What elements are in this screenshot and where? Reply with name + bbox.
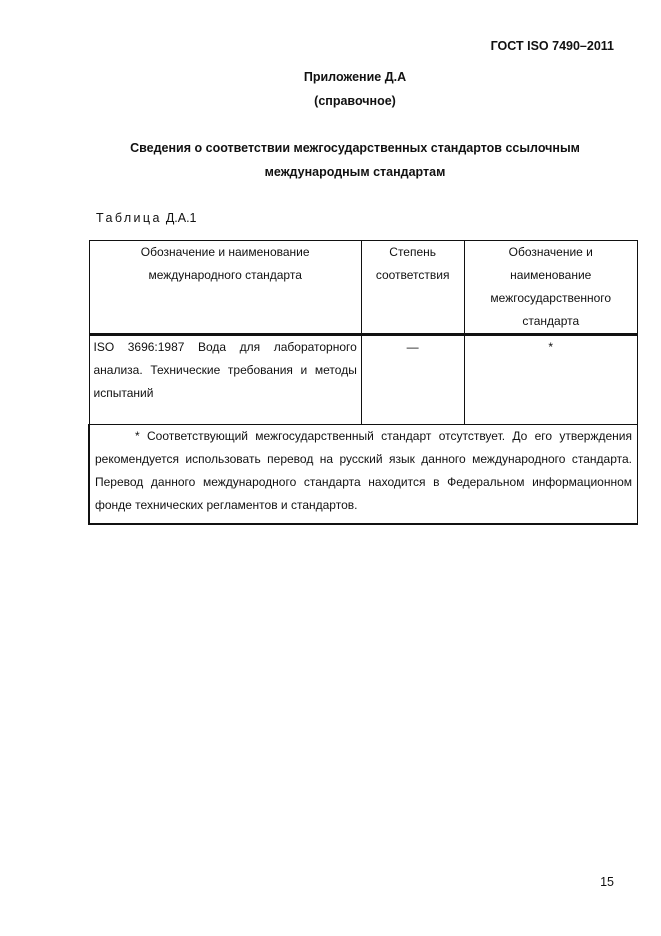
header-international-standard-text: Обозначение и наименование международного стандарта (140, 245, 310, 282)
header-interstate-standard-text: Обозначение и наименование межгосударственного стандарта (490, 245, 612, 328)
annex-title: Приложение Д.А (303, 70, 407, 84)
annex-type: (справочное) (314, 94, 396, 108)
table-row (89, 335, 638, 425)
cell-interstate-standard: * (464, 335, 637, 425)
table-footnote-row (89, 425, 638, 525)
header-interstate-standard (464, 241, 637, 335)
table-header-row (89, 241, 638, 335)
annex-heading: Сведения о соответствии межгосударственных стандартов ссылочным международным стандартам (130, 141, 580, 179)
table-label-number: Д.А.1 (165, 211, 197, 225)
cell-degree: — (361, 335, 464, 425)
header-international-standard (89, 241, 361, 335)
table-footnote: * Соответствующий межгосударственный стандарт отсутствует. До его утверждения рекомендуется использовать перевод на русский язык данного международного стандарта. Перевод данного международного стандарта находится в Федеральном информационном фонде технических регламентов и стандартов. (89, 425, 638, 525)
cell-international-standard: ISO 3696:1987 Вода для лабораторного анализа. Технические требования и методы испытаний (89, 335, 361, 425)
table-label (96, 211, 197, 225)
page-number: 15 (600, 875, 614, 889)
table-label-word: Таблица (96, 211, 162, 225)
header-degree: Степень соответствия (361, 241, 464, 335)
correspondence-table (88, 240, 638, 525)
standard-code: ГОСТ ISO 7490–2011 (490, 39, 614, 53)
